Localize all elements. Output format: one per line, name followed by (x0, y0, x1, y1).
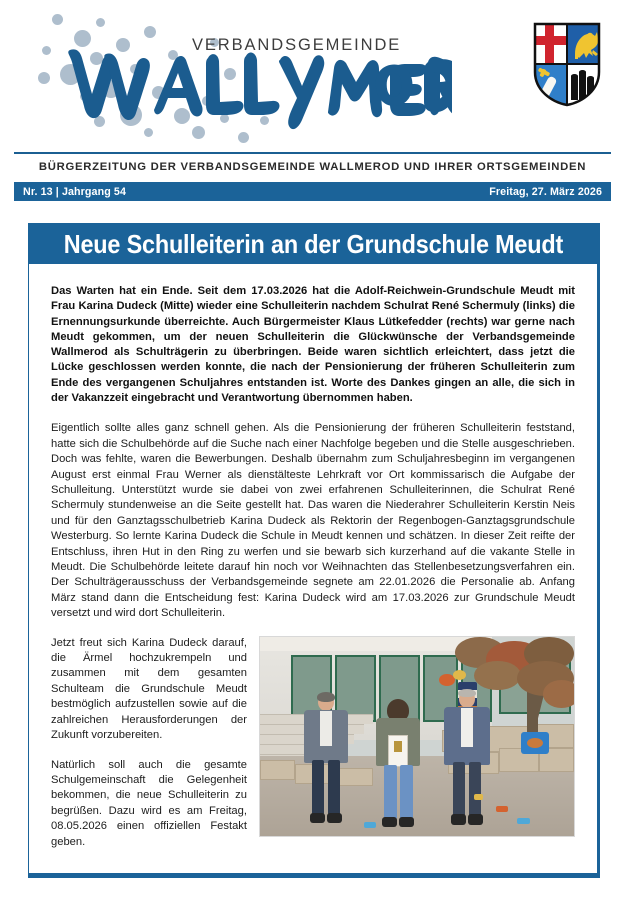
masthead-kicker: VERBANDSGEMEINDE (192, 36, 402, 54)
headline-bar (29, 224, 597, 264)
article-paragraph: Eigentlich sollte alles ganz schnell gehen. Als die Pensionierung der früheren Schulleiterin feststand, hatte sich die Schulbehörde auf die Suche nach einer Nachfolge begeben und die Stelle ausgeschrieben. Doch was fehlte, waren die Bewerbungen. Deshalb übernahm zum Schuljahresbeginn im vergangenen August erst einmal Frau Werner als dienstälteste Lehrkraft vor Ort kommissarisch die Aufgabe der Schulleitung. Unterstützt wurde sie dabei von zwei erfahrenen Schulleiterinnen, die Schulrat René Schermuly stundenweise an die Seite gestellt hat. Das waren die Niederahrer Schulleiterin Kerstin Neis und für den Ganztagsschulbetrieb Karina Dudeck als Rektorin der Regenbogen-Ganztagsgrundschule Westerburg. So lernte Karina Dudeck die Schule in Meudt kennen und schätzen. In dieser Zeit reifte der Entschluss, ihren Hut in den Ring zu werfen und sie bewarb sich kurzerhand auf die vakante Stelle in Meudt. Die Schulbehörde leitete darauf hin noch vor Weihnachten das Stellenbesetzungsverfahren ein. Der Schulträgerausschuss der Verbandsgemeinde segnete am 22.01.2026 die Personalie ab. Anfang März stand dann die Entscheidung fest: Karina Dudeck wird am 17.03.2026 zur Grundschule Meudt versetzt und wird dort Schulleiterin. (51, 422, 575, 620)
issue-date: Freitag, 27. März 2026 (489, 185, 602, 198)
tagline-rule (14, 152, 611, 173)
person-left (301, 694, 351, 825)
article-headline: Neue Schulleiterin an der Grundschule Meudt (63, 228, 563, 259)
article-body (29, 264, 597, 622)
person-right (442, 690, 492, 827)
issue-bar (14, 182, 611, 201)
issue-number: Nr. 13 | Jahrgang 54 (23, 185, 127, 198)
article-lower-text-column (51, 636, 247, 864)
article-lead: Das Warten hat ein Ende. Seit dem 17.03.2026 hat die Adolf-Reichwein-Grundschule Meudt mit Frau Karina Dudeck (Mitte) wieder eine Schulleiterin nachdem Schulrat René Schermuly (links) die Ernennungsurkunde überreichte. Auch Bürgermeister Klaus Lütkefedder (rechts) war gerne nach Meudt gekommen, um der neuen Schulleiterin die Glückwünsche der Verbandsgemeinde Wallmerod als Schulträgerin zu überbringen. Beide waren sichtlich erleichtert, dass jetzt die Lücke geschlossen werden konnte, die nach der Pensionierung der früheren Schulleiterin zum Ende des vergangenen Schuljahres entstanden ist. Worte des Dankes gingen an alle, die sich in der Vakanzzeit eingebracht und Verantwortung übernommen haben. (51, 285, 575, 405)
article-paragraph: Jetzt freut sich Karina Dudeck darauf, die Ärmel hochzukrempeln und zusammen mit dem gesamten Schulteam die Grundschule Meudt bestmöglich aufzustellen sowie auf die zahlreichen Herausforderungen der Zukunft vorzubereiten. (51, 636, 247, 742)
article-photo (259, 636, 575, 837)
article-container (28, 223, 600, 878)
coat-of-arms-icon (531, 20, 603, 108)
wallmerod-wordmark (62, 44, 452, 132)
masthead (14, 0, 611, 152)
article-lower-section (29, 636, 597, 864)
tagline-text: BÜRGERZEITUNG DER VERBANDSGEMEINDE WALLMEROD UND IHRER ORTSGEMEINDEN (38, 161, 587, 173)
person-centre (373, 702, 423, 829)
article-paragraph: Natürlich soll auch die gesamte Schulgemeinschaft die Gelegenheit bekommen, die neue Schulleiterin zu begrüßen. Dazu wird es am Freitag, 08.05.2026 einen offiziellen Festakt geben. (51, 758, 247, 848)
wallmerod-logo (24, 8, 444, 148)
